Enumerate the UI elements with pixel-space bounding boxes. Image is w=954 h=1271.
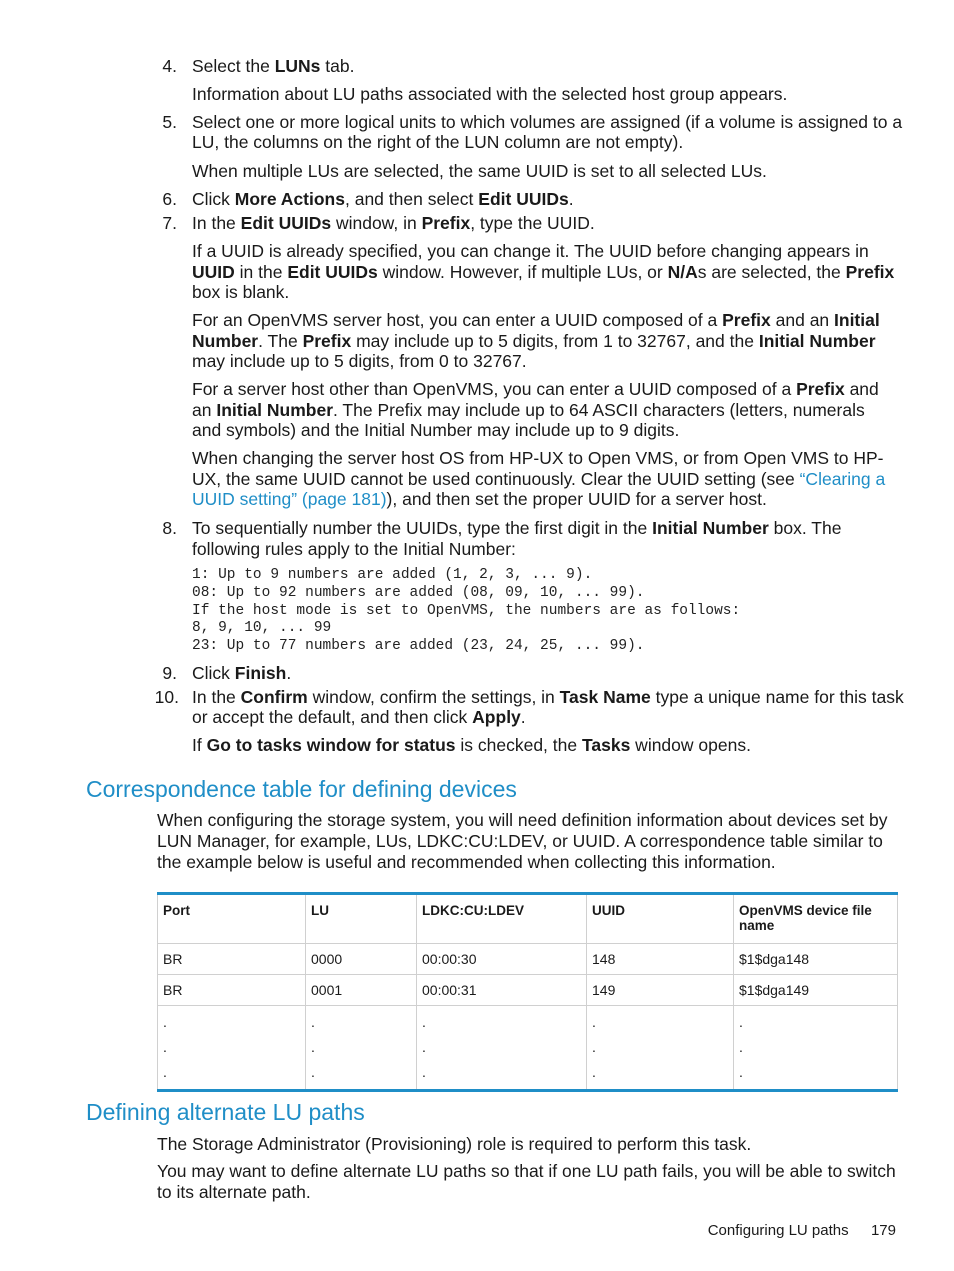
table-cell: $1$dga148 xyxy=(734,944,898,975)
step-text: Click Finish. xyxy=(192,663,292,683)
footer-section-title: Configuring LU paths xyxy=(707,1222,849,1239)
cross-reference-link[interactable]: “Clearing a UUID setting” (page 181) xyxy=(192,468,886,509)
step-text: Select the LUNs tab. xyxy=(192,56,355,76)
step-text: LU, the columns on the right of the LUN column are not empty). xyxy=(192,132,684,152)
table-cell: BR xyxy=(158,975,306,1006)
column-header: LDKC:CU:LDEV xyxy=(417,894,587,944)
step-info: Information about LU paths associated with the selected host group appears. xyxy=(192,84,788,104)
step-number: 7. xyxy=(162,213,177,233)
table-cell: 0001 xyxy=(306,975,417,1006)
step-text: Select one or more logical units to which volumes are assigned (if a volume is assigned to a xyxy=(192,112,903,132)
correspondence-table xyxy=(157,892,898,1092)
step-text: To sequentially number the UUIDs, type the first digit in the Initial Number box. The following rules apply to the Initial Number: xyxy=(192,518,842,559)
step-number: 4. xyxy=(162,56,177,76)
step-paragraph: For a server host other than OpenVMS, you can enter a UUID composed of a Prefix and an Initial Number. The Prefix may include up to 64 ASCII characters (letters, numerals and symbols) and the Initial Number may include up to 9 digits. xyxy=(192,379,879,440)
step-text: In the Edit UUIDs window, in Prefix, type the UUID. xyxy=(192,213,595,233)
section-paragraph: The Storage Administrator (Provisioning) role is required to perform this task. xyxy=(157,1134,752,1154)
page-footer xyxy=(708,1222,896,1239)
table-cell: . . . xyxy=(587,1006,734,1091)
table-cell: 00:00:31 xyxy=(417,975,587,1006)
section-paragraph: You may want to define alternate LU paths so that if one LU path fails, you will be able to switch to its alternate path. xyxy=(157,1161,896,1202)
column-header: LU xyxy=(306,894,417,944)
section-heading: Correspondence table for defining devices xyxy=(86,776,517,802)
table-cell: . . . xyxy=(306,1006,417,1091)
step-paragraph: When changing the server host OS from HP-UX to Open VMS, or from Open VMS to HP-UX, the same UUID cannot be used continuously. Clear the UUID setting (see “Clearing a UUID setting” (page 181)), and then set the proper UUID for a server host. xyxy=(192,448,886,509)
step-text: or accept the default, and then click Apply. xyxy=(192,707,526,727)
step-number: 6. xyxy=(162,189,177,209)
table-row xyxy=(158,1006,898,1091)
step-number: 5. xyxy=(162,112,177,132)
column-header: UUID xyxy=(587,894,734,944)
table-header-row xyxy=(158,894,898,944)
table-cell: . . . xyxy=(734,1006,898,1091)
step-number: 9. xyxy=(162,663,177,683)
code-block: 1: Up to 9 numbers are added (1, 2, 3, ... 9). 08: Up to 92 numbers are added (08, 09, 10, ... 99). If the host mode is set to OpenVMS, the numbers are as follows: 8, 9, 10, ... 99 23: Up to 77 numbers are added (23, 24, 25, ... 99). xyxy=(192,567,741,655)
table-row xyxy=(158,975,898,1006)
step-number: 8. xyxy=(162,518,177,538)
step-paragraph: For an OpenVMS server host, you can enter a UUID composed of a Prefix and an Initial Number. The Prefix may include up to 5 digits, from 1 to 32767, and the Initial Number may include up to 5 digits, from 0 to 32767. xyxy=(192,310,880,371)
table-cell: $1$dga149 xyxy=(734,975,898,1006)
step-number: 10. xyxy=(154,687,179,707)
step-info: When multiple LUs are selected, the same UUID is set to all selected LUs. xyxy=(192,161,767,181)
column-header: Port xyxy=(158,894,306,944)
section-heading: Defining alternate LU paths xyxy=(86,1099,365,1125)
step-text: In the Confirm window, confirm the settings, in Task Name type a unique name for this task xyxy=(192,687,904,707)
table-cell: 0000 xyxy=(306,944,417,975)
page-number: 179 xyxy=(870,1222,896,1239)
step-info: If Go to tasks window for status is checked, the Tasks window opens. xyxy=(192,735,751,755)
step-paragraph: If a UUID is already specified, you can change it. The UUID before changing appears in UUID in the Edit UUIDs window. However, if multiple LUs, or N/As are selected, the Prefix box is blank. xyxy=(192,241,895,302)
table-row xyxy=(158,944,898,975)
table-cell: BR xyxy=(158,944,306,975)
section-paragraph: When configuring the storage system, you will need definition information about devices set by LUN Manager, for example, LUs, LDKC:CU:LDEV, or UUID. A correspondence table similar to the example below is useful and recommended when collecting this information. xyxy=(157,810,888,872)
column-header: OpenVMS device file name xyxy=(734,894,898,944)
table-cell: 148 xyxy=(587,944,734,975)
table-cell: . . . xyxy=(417,1006,587,1091)
step-text: Click More Actions, and then select Edit UUIDs. xyxy=(192,189,574,209)
table-cell: 00:00:30 xyxy=(417,944,587,975)
table-cell: . . . xyxy=(158,1006,306,1091)
table-cell: 149 xyxy=(587,975,734,1006)
